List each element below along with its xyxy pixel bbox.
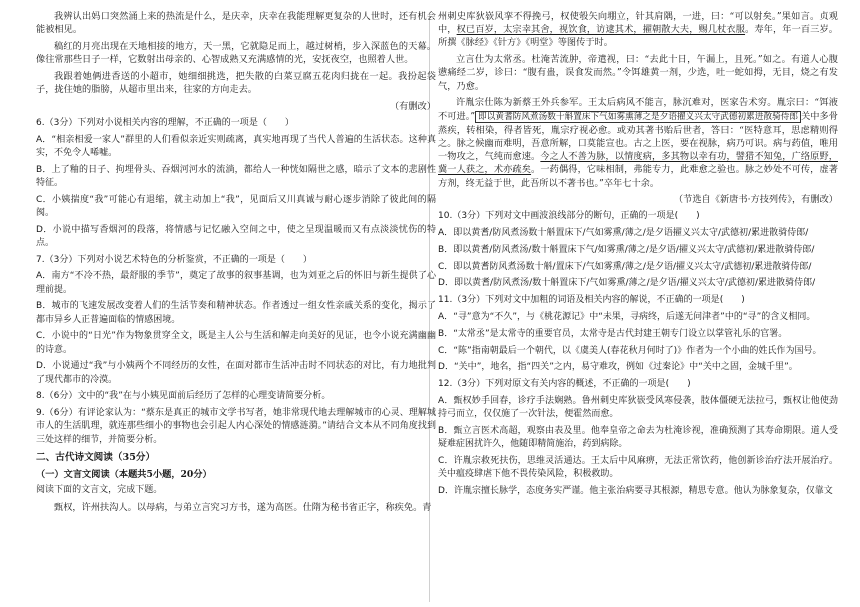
story-paragraph: 我跟着她俩进香送的小超市，她细细挑选，把失散的白菜豆腐五花肉归拢在一起。我扮起袋子，拢住她的脂膀，从超市里出来，往家的方向走去。 (36, 71, 436, 96)
section-heading: 二、古代诗文阅读（35分） (36, 451, 156, 463)
question-11-option-c: C．“陈”指南朝最后一个朝代，以《虞美人(春花秋月何时了)》作者为一个小曲的姓氏作为国号。 (438, 345, 822, 356)
classical-paragraph-3 (438, 96, 838, 189)
question-12-option-d: D．许胤宗擅长脉学，态度务实严谨。他主张治病要寻其根源，精思专意。他认为脉象复杂，仅靠文 (438, 485, 833, 496)
question-10-option-a: A．即以黄耆/防风煮汤数十斛置床下/气如雾熏/薄之/是夕语擢义兴太守/武德初/累进散骑侍郎/ (438, 228, 809, 239)
boxed-sentence: 即以黄耆防风煮汤数十斛置床下气如雾熏薄之是夕语擢义兴太守武德初累进散骑侍郎 (475, 111, 801, 123)
question-6-option-b: B．上了釉的日子、拘埋骨头、吞烟河河水的流淌，都给人一种恍如隔世之感，暗示了文本的悲剧性特征。 (36, 164, 436, 188)
underlined-sentence: 权已百岁，太宗幸其舍，视饮食，访逮其术，擢朝散大夫，赐几杖衣服 (456, 24, 746, 36)
question-7-option-c: C．小说中的“日光”作为物象贯穿全文，既是主人公与生活和解走向美好的见证，也令小说充满幽幽的诗意。 (36, 331, 436, 355)
right-column (438, 10, 838, 605)
question-10-stem: 10.（3分）下列对文中画波浪线部分的断句，正确的一项是( ) (438, 211, 700, 222)
question-11-option-d: D．“关中”，地名，指“四关”之内，易守难攻，例如《过秦论》中“关中之固，金城千里”。 (438, 362, 798, 373)
question-11-option-a: A．“寻”意为“不久”，与《桃花源记》中“未果，寻病终，后遂无问津者”中的“寻”的含义相同。 (438, 312, 816, 322)
reading-instruction: 阅读下面的文言文，完成下题。 (36, 485, 163, 496)
source-citation: （节选自《新唐书·方技列传》，有删改） (673, 194, 838, 206)
question-6-option-a: A．“相亲相爱一家人”群里的人们看似亲近实则疏离，真实地再现了当代人普遍的生活状态。这种真实，不免令人唏嘘。 (36, 134, 436, 158)
question-12-option-c: C．许胤宗救死扶伤，思维灵活通达。王太后中风麻痹，无法正常饮药，他创新诊治疗法开展治疗。关中瘟疫肆虐下他不畏传染风险，积极救助。 (438, 455, 838, 480)
classical-text-start: 甄权，许州扶沟人。以母病，与弟立言究习方书，遂为高医。仕隋为秘书省正字，称疾免。青 (54, 502, 432, 514)
question-7-option-a: A．南方“不冷不热，最舒服的季节”，奠定了故事的叙事基调，也为刘亚之后的怀旧与新生提供了心理前提。 (36, 271, 436, 295)
classical-text: 。寿年，年一百三岁。所撰《脉经》《针方》《明堂》等图传于时。 (438, 24, 838, 49)
question-7-stem: 7.（3分）下列对小说艺术特色的分析鉴赏，不正确的一项是（ ） (36, 254, 312, 265)
question-8-stem: 8.（6分）文中的“我”在与小姨见面前后经历了怎样的心理变请简要分析。 (36, 391, 331, 402)
question-12-option-a: A．甄权妙手回春，诊疗手法娴熟。鲁州刺史库狄嵚受风寒侵袭，肢体僵硬无法拉弓，甄权让他使劲持弓而立，仅仅施了一次针法，便霍然而愈。 (438, 395, 838, 420)
question-9-stem: 9.（6分）有评论家认为：“蔡东是真正的城市文学书写者，她非常现代地去理解城市的心灵、理解城市人的生活肌理，就连那些细小的事物也会引起人内心深处的情感涟漪。”请结合文本从不同角度找到三处这样的细节，并简要分析。 (36, 408, 436, 445)
question-10-option-b: B．即以黄耆/防风煮汤/数十斛置床下气/如雾熏/薄之/是夕语/擢义兴太守/武德初/累进散骑侍郎/ (438, 244, 815, 255)
underlined-sentence: 今之人不善为脉，以情度病，多其物以幸有功，譬猎不知兔，广络原野，冀一人获之，术亦疏矣 (438, 151, 838, 176)
story-paragraph: 我辨认出妈口突然涌上来的热流是什么，是庆幸，庆幸在我能理解更复杂的人世时，还有机会能被相见。 (36, 11, 436, 36)
classical-text: 关中多骨蒸疾，转相染，得者皆死，胤宗疗视必愈。或劝其著书贻后世者，答曰：“医特意耳，思虑精则得之。脉之候幽而难明，吾意所解，口莫能宣也。古之上医，要在视脉，病乃可识。病与药值，唯用一物攻之，气纯而愈速。 (438, 110, 838, 163)
question-11-stem: 11.（3分）下列对文中加粗的词语及相关内容的解说，不正确的一项是( ) (438, 295, 745, 306)
question-6-stem: 6.（3分）下列对小说相关内容的理解，不正确的一项是（ ） (36, 117, 294, 128)
source-note: （有删改） (389, 101, 436, 112)
classical-text: 许胤宗仕陈为新蔡王外兵参军。王太后病风不能言，脉沉难对，医家告术穷。胤宗曰：“饵液不可进。” (438, 97, 838, 122)
question-7-option-d: D．小说通过“我”与小姨两个不同经历的女性，在面对都市生活冲击时不同状态的对比，有力地批判了现代都市的冷漠。 (36, 361, 436, 385)
subsection-heading: （一）文言文阅读（本题共5小题，20分） (36, 468, 212, 480)
classical-text: 州刺史库狄嵚风挛不得挽弓，权使彀矢向堋立，针其肩隅，一进，曰：“可以射矣。”果如言。贞观中， (438, 11, 838, 36)
question-12-option-b: B．甄立言医术高超，观察由表及里。他奉皇帝之命去为杜淹诊视，准确预测了其寿命期限。道人受疑难症困扰许久，他随即精简施治，药到病除。 (438, 425, 838, 450)
question-10-option-d: D．即以黄耆/防风煮汤/数十斛置床下/气如雾熏/薄之/是夕语/擢义兴太守/武德初/累进散骑侍郎/ (438, 278, 816, 289)
question-11-option-b: B．“太常丞”是太常寺的重要官员，太常寺是古代封建王朝专门设立以掌管礼乐的官署。 (438, 328, 788, 339)
question-7-option-b: B．城市的飞速发展改变着人们的生活节奏和精神状态。作者透过一组女性亲戚关系的变化，揭示了都市异乡人正普遍面临的情感困境。 (36, 301, 436, 325)
left-column (36, 10, 436, 605)
classical-paragraph-1 (438, 10, 838, 50)
question-6-option-c: C．小姨揣度“我”可能心有退缩，就主动加上“我”，见面后又川真诚与耐心逐步消除了彼此间的隔阂。 (36, 194, 436, 218)
story-paragraph: 稿红的月亮出现在天地相接的地方，天一黑，它就隐足而上，越过树梢，步入深蓝色的天幕。像往常那些日子一样，它数射出母亲的、心智成熟又充满感情的光，安抚夜空，也照着人世。 (36, 41, 436, 66)
classical-text: 。一药偶得，它味相制，弗能专力，此难愈之验也。脉之妙处不可传，虚著方剂，终无益于世，此吾所以不著书也。”卒年七十余。 (438, 164, 838, 189)
question-10-option-c: C．即以黄耆防风煮汤数十斛/置床下/气如雾熏/薄之/是夕语/擢义兴太守/武德初/累进散骑侍郎/ (438, 261, 812, 272)
question-12-stem: 12.（3分）下列对原文有关内容的概述，不正确的一项是( ) (438, 379, 691, 390)
classical-paragraph-2: 立言仕为太常丞。杜淹苦流肿，帝遣视，曰：“去此十日，午漏上，且死。”如之。有道人心腹懑痛经二岁，诊曰：“腹有蛊，误食发而然。”令饵雄黄一剂，少选，吐一蛇如拇，无目，烧之有发气，乃愈。 (438, 54, 838, 92)
question-6-option-d: D．小说中描写香烟河的段落，将情感与记忆融入空间之中，使之呈现温暖而又有点淡淡忧伤的特点。 (36, 224, 436, 248)
